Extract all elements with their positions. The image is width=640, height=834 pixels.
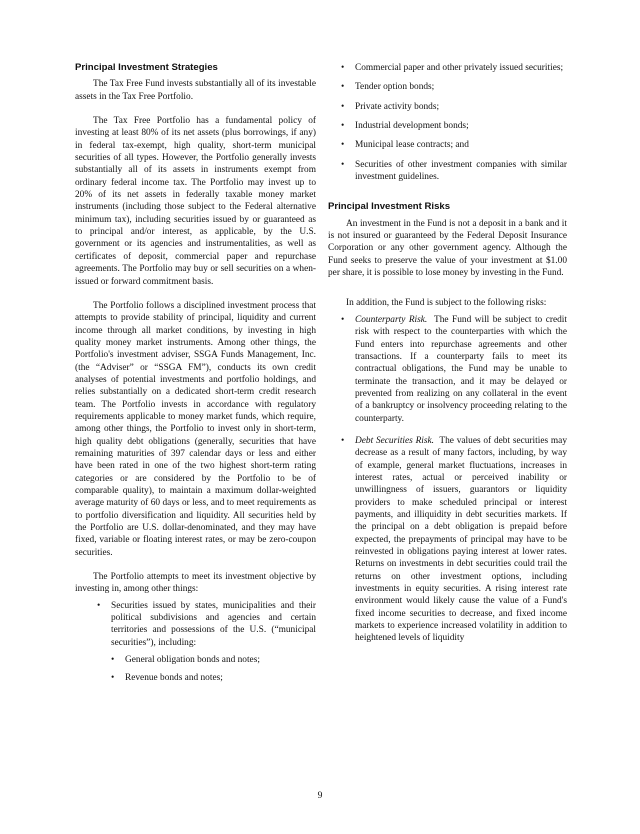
- list-item-text: General obligation bonds and notes;: [125, 655, 260, 666]
- bullet-icon: •: [341, 82, 345, 93]
- list-item: [328, 139, 567, 151]
- list-item: [328, 159, 567, 184]
- list-item-text: Commercial paper and other privately issued securities;: [355, 63, 564, 73]
- risks-paragraph-1: An investment in the Fund is not a deposit in a bank and it is not insured or guaranteed by the Federal Deposit Insurance Corporation or any other government agency. Although the Fund seeks to preserve the value of your investment at $1.00 per share, it is possible to lose money by investing in the Fund.: [328, 218, 567, 279]
- bullet-icon: •: [111, 655, 115, 666]
- list-item: [328, 101, 567, 113]
- list-item: [75, 654, 316, 666]
- strategies-paragraph-1: The Tax Free Fund invests substantially all of its investable assets in the Tax Free Portfolio.: [75, 79, 316, 102]
- strategies-paragraph-3: The Portfolio follows a disciplined investment process that attempts to provide stability of principal, liquidity and current income through all market conditions, by investing in high quality money market instruments. Among other things, the Portfolio's investment adviser, SSGA Funds Management, Inc. (the “Adviser” or “SSGA FM”), conducts its own credit analyses of potential investments and portfolio holdings, and relies substantially on a dedicated short-term credit research team. The Portfolio invests in accordance with regulatory requirements applicable to money market funds, which require, among other things, the Portfolio to invest only in short-term, high quality debt obligations (generally, securities that have remaining maturities of 397 calendar days or less and either have been rated in one of the two highest short-term rating categories or are considered by the Portfolio to be of comparable quality), to maintain a maximum dollar-weighted average maturity of 60 days or less, and to meet requirements as to portfolio diversification and liquidity. All securities held by the Portfolio are U.S. dollar-denominated, and they may have fixed, variable or floating interest rates, or may be zero-coupon securities.: [75, 300, 316, 558]
- list-item-text: Private activity bonds;: [355, 101, 440, 112]
- page-number: 9: [317, 790, 323, 801]
- list-item-text: Securities of other investment companies with similar investment guidelines.: [355, 159, 567, 183]
- risk-title: Debt Securities Risk.: [355, 435, 435, 446]
- bullet-icon: •: [341, 140, 345, 151]
- list-item: [75, 672, 316, 684]
- list-item-text: Industrial development bonds;: [355, 121, 469, 132]
- list-item-text: Tender option bonds;: [355, 82, 435, 93]
- risk-text: The values of debt securities may decrease as a result of many factors, including, by way of example, general market fluctuations, increases in interest rates, actual or perceived inability or unwillingness of issuers, guarantors or liquidity providers to make scheduled principal or interest payments, and illiquidity in debt securities markets. If the principal on a debt obligation is prepaid before expected, the prepayments of principal may have to be reinvested in obligations paying interest at lower rates. Returns on investments in debt securities could trail the returns on other investment options, including investments in equity securities. A rising interest rate environment would likely cause the value of a Fund's fixed income securities to decrease, and fixed income markets to experience increased volatility in addition to heightened levels of liquidity: [355, 435, 567, 644]
- bullet-icon: •: [97, 600, 101, 611]
- list-item: [75, 600, 316, 649]
- strategies-paragraph-4: The Portfolio attempts to meet its investment objective by investing in, among other things:: [75, 572, 316, 595]
- bullet-icon: •: [341, 101, 345, 112]
- bullet-icon: •: [341, 314, 345, 325]
- bullet-icon: •: [341, 435, 345, 446]
- bullet-icon: •: [341, 159, 345, 170]
- bullet-icon: •: [341, 121, 345, 132]
- section-heading-strategies: Principal Investment Strategies: [75, 62, 218, 73]
- risk-title: Counterparty Risk.: [355, 314, 428, 325]
- bullet-icon: •: [111, 673, 115, 684]
- list-item-text: Securities issued by states, municipalities and their political subdivisions and agencies and certain territories and possessions of the U.S. (“municipal securities”), including:: [111, 600, 316, 648]
- risk-list: [328, 314, 567, 645]
- list-item-text: Municipal lease contracts; and: [355, 140, 469, 151]
- section-heading-risks: Principal Investment Risks: [328, 201, 451, 213]
- right-column: [328, 62, 567, 645]
- strategies-paragraph-2: The Tax Free Portfolio has a fundamental policy of investing at least 80% of its net assets (plus borrowings, if any) in federal tax-exempt, high quality, short-term municipal securities of all types. However, the Portfolio generally invests substantially all of its assets in instruments exempt from ordinary federal income tax. The Portfolio may invest up to 20% of its net assets in federally taxable money market instruments (including those subject to the Federal alternative minimum tax), including securities issued by or guaranteed as to principal and/or interest, as applicable, by the U.S. government or its agencies and instrumentalities, as well as certificates of deposit, commercial paper and repurchase agreements. The Portfolio may buy or sell securities on a when-issued or forward commitment basis.: [75, 116, 316, 287]
- investment-list-continued: [328, 62, 567, 183]
- risk-item-debt-securities: [328, 435, 567, 645]
- left-column: [75, 62, 316, 685]
- bullet-icon: •: [341, 63, 345, 73]
- list-item: [328, 81, 567, 93]
- investment-list: [75, 600, 316, 685]
- risk-text: The Fund will be subject to credit risk with respect to the counterparties with which the Fund enters into repurchase agreements and other transactions. If a counterparty fails to meet its contractual obligations, the Fund may be unable to terminate the transaction, and it may be delayed or prevented from realizing on any collateral in the event of a bankruptcy or insolvency proceeding relating to the counterparty.: [355, 314, 567, 424]
- risks-paragraph-2: In addition, the Fund is subject to the following risks:: [346, 298, 547, 309]
- list-item: [328, 62, 567, 74]
- risk-item-counterparty: [328, 314, 567, 425]
- list-item-text: Revenue bonds and notes;: [125, 673, 223, 684]
- list-item: [328, 120, 567, 132]
